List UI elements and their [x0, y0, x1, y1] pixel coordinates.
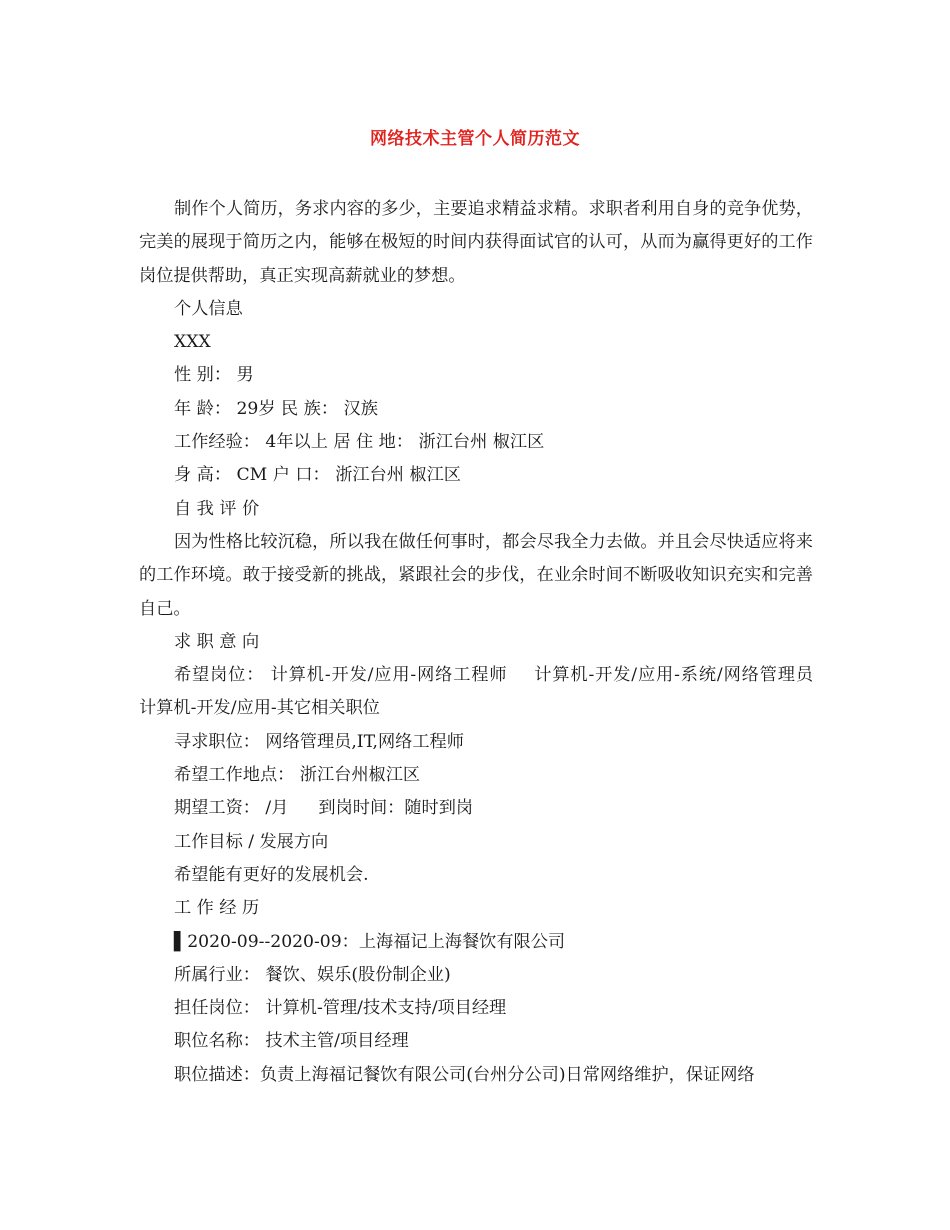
experience-line: 工作经验： 4年以上 居 住 地： 浙江台州 椒江区: [174, 432, 545, 453]
job-period: 2020-09--2020-09：上海福记上海餐饮有限公司: [187, 931, 566, 952]
job-period-line: [139, 926, 813, 959]
document-body: [139, 193, 835, 1092]
document-title: 网络技术主管个人简历范文: [370, 129, 580, 149]
salary-arrival-line: [139, 792, 813, 825]
height-line: 身 高： CM 户 口： 浙江台州 椒江区: [174, 465, 461, 486]
gender-line: 性 别： 男: [174, 365, 254, 386]
name-line: XXX: [174, 332, 211, 353]
goal-heading: 工作目标 / 发展方向: [174, 831, 329, 852]
desired-position-line: [139, 659, 835, 726]
work-experience-heading: 工 作 经 历: [174, 898, 260, 919]
self-evaluation-heading: 自 我 评 价: [174, 498, 260, 519]
bullet-marker: ▌: [174, 931, 188, 952]
industry-line: 所属行业： 餐饮、娱乐(股份制企业): [174, 964, 451, 985]
self-evaluation-text: 因为性格比较沉稳，所以我在做任何事时，都会尽我全力去做。并且会尽快适应将来的工作环境。敢于接受新的挑战，紧跟社会的步伐，在业余时间不断吸收知识充实和完善自己。: [139, 531, 813, 619]
desired-position-label: 希望岗位： 计算机-开发/应用-网络工程师: [174, 665, 508, 686]
personal-info-heading: 个人信息: [174, 298, 243, 319]
role-line: 担任岗位： 计算机-管理/技术支持/项目经理: [174, 998, 507, 1019]
expected-salary: 期望工资： /月: [174, 798, 289, 819]
sought-position-line: 寻求职位： 网络管理员,IT,网络工程师: [174, 731, 464, 752]
arrival-time: 到岗时间：随时到岗: [318, 798, 474, 819]
intro-paragraph: 制作个人简历，务求内容的多少，主要追求精益求精。求职者利用自身的竞争优势，完美的展现于简历之内，能够在极短的时间内获得面试官的认可，从而为赢得更好的工作岗位提供帮助，真正实现高薪就业的梦想。: [139, 199, 813, 286]
desired-location-line: 希望工作地点： 浙江台州椒江区: [174, 765, 421, 786]
goal-text: 希望能有更好的发展机会.: [174, 864, 369, 885]
job-intent-heading: 求 职 意 向: [174, 631, 260, 652]
age-line: 年 龄： 29岁 民 族： 汉族: [174, 398, 378, 419]
desired-position-rest: 计算机-开发/应用-系统/网络管理员 计算机-开发/应用-其它相关职位: [139, 665, 835, 719]
job-title-line: 职位名称： 技术主管/项目经理: [174, 1031, 409, 1052]
job-description-line: 职位描述：负责上海福记餐饮有限公司(台州分公司)日常网络维护，保证网络: [174, 1064, 755, 1085]
